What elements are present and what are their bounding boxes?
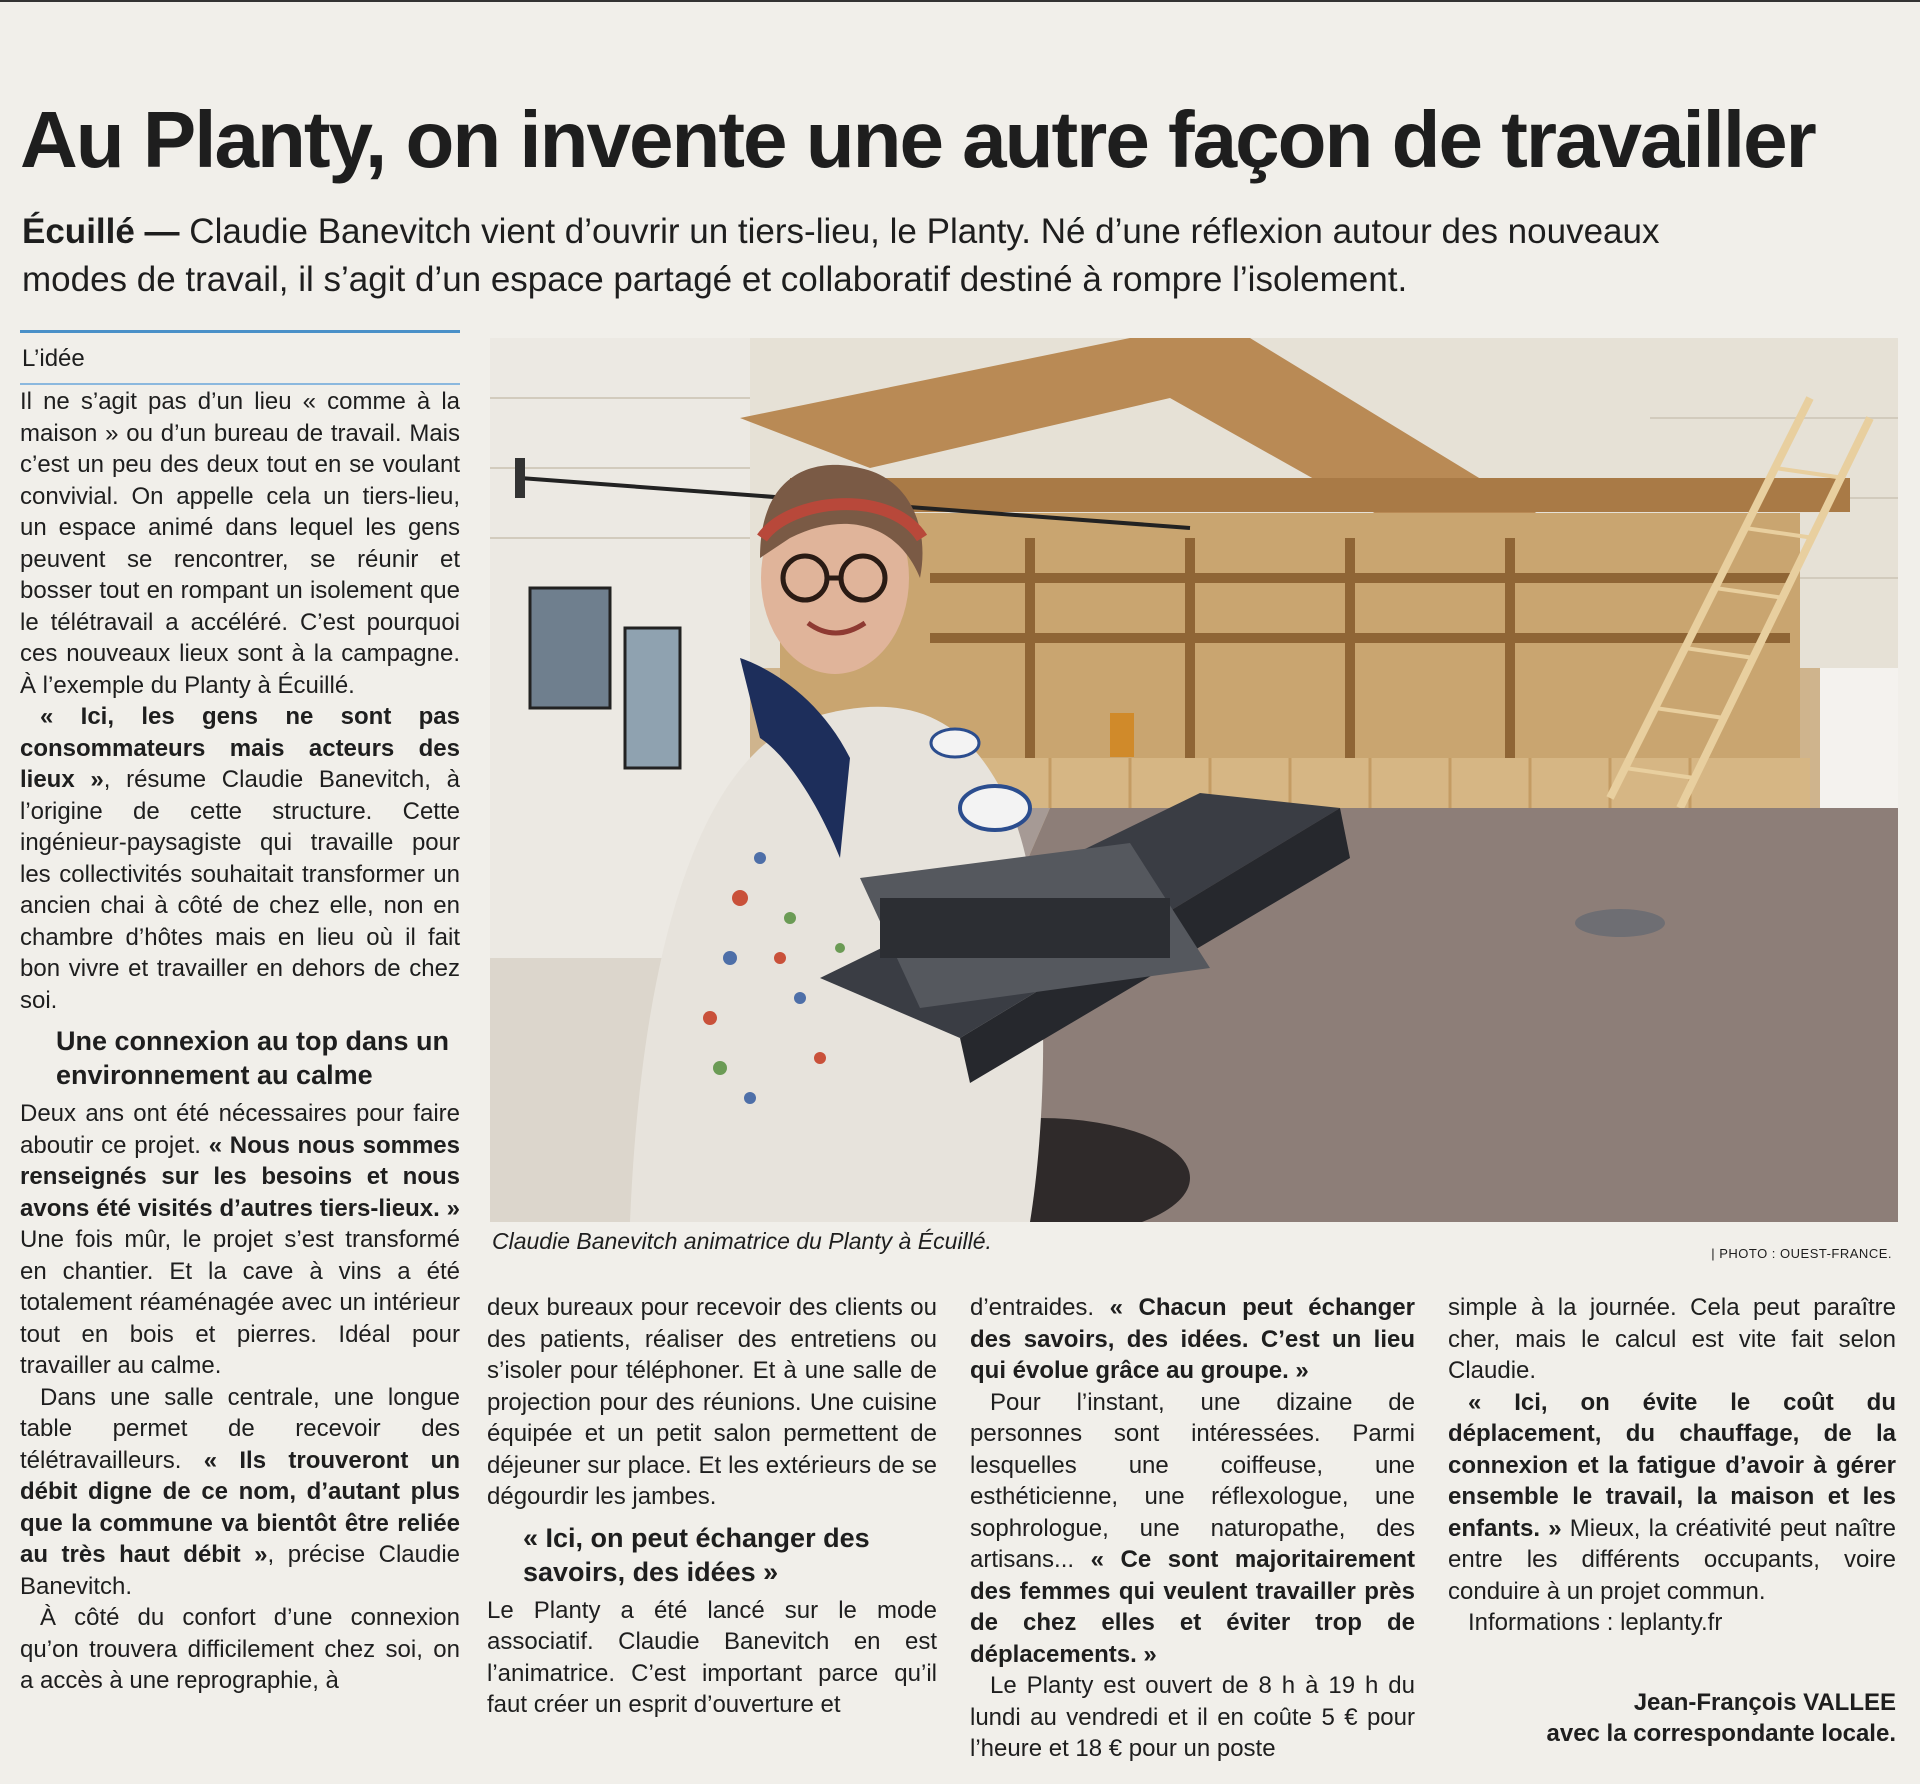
text: Pour l’instant, une dizaine de personnes sont intéressées. Parmi lesquelles une coiffeuse, une esthéticienne, une réflexologue, une sophrologue, une naturopathe, des artisans... bbox=[970, 1388, 1415, 1573]
col2-paragraph-2: Le Planty a été lancé sur le mode associatif. Claudie Banevitch en est l’animatrice. C’est important parce qu’il faut créer un esprit d’ouverture et bbox=[487, 1596, 937, 1718]
lead-paragraph bbox=[22, 208, 1662, 304]
rubric-label: L’idée bbox=[22, 345, 85, 372]
text: Mieux, la créativité peut naître entre les différents occupants, voire conduire à un projet commun. bbox=[1448, 1514, 1897, 1605]
text: Une fois mûr, le projet s’est transformé en chantier. Et la cave à vins a été totalement réaménagée avec un intérieur tout en bois et pierres. Idéal pour travailler au calme. bbox=[20, 1226, 460, 1379]
text: Deux ans ont été nécessaires pour faire aboutir ce projet. bbox=[20, 1100, 460, 1159]
quote: « Ici, on évite le coût du déplacement, du chauffage, de la connexion et la fatigue d’avoir à gérer ensemble le travail, la maison et les enfants. » bbox=[1448, 1388, 1896, 1542]
col1-paragraph-2 bbox=[20, 701, 460, 1016]
col2-paragraph-1: deux bureaux pour recevoir des clients ou des patients, réaliser des entretiens ou s’isoler pour téléphoner. Et à une salle de projection pour des réunions. Une cuisine équipée et un petit salon permettent de déjeuner sur place. Et les extérieurs de se dégourdir les jambes. bbox=[487, 1294, 937, 1510]
col1-paragraph-1: Il ne s’agit pas d’un lieu « comme à la maison » ou d’un bureau de travail. Mais c’est un peu des deux tout en se voulant convivial. On appelle cela un tiers-lieu, un espace animé dans lequel les gens peuvent se rencontrer, se réunir et bosser tout en rompant un isolement que le télétravail a accéléré. C’est pourquoi ces nouveaux lieux sont à la campagne. À l’exemple du Planty à Écuillé. bbox=[20, 388, 460, 699]
quote: « Ils trouveront un débit digne de ce nom, d’autant plus que la commune va bientôt être reliée au très haut débit » bbox=[20, 1446, 460, 1568]
text: , résume Claudie Banevitch, à l’origine de cette structure. Cette ingénieur-paysagiste qui travaille pour les collectivités souhaitait transformer un ancien chai à côté de chez elle, non en chambre d’hôtes mais en lieu où il fait bon vivre et travailler en dehors de chez soi. bbox=[20, 766, 460, 1014]
text: d’entraides. bbox=[970, 1294, 1110, 1321]
text: , précise Claudie Banevitch. bbox=[20, 1541, 461, 1600]
author-note: avec la correspondante locale. bbox=[1546, 1720, 1896, 1747]
photo-credit: | PHOTO : OUEST-FRANCE. bbox=[1711, 1246, 1892, 1261]
info-line: Informations : leplanty.fr bbox=[1468, 1609, 1723, 1636]
lead-text: Claudie Banevitch vient d’ouvrir un tiers-lieu, le Planty. Né d’une réflexion autour des nouveaux modes de travail, il s’agit d’un espace partagé et collaboratif destiné à rompre l’isolement. bbox=[22, 212, 1660, 299]
article-photo bbox=[490, 338, 1898, 1222]
column-1 bbox=[20, 386, 460, 1697]
text: Dans une salle centrale, une longue table permet de recevoir des télétravailleurs. bbox=[20, 1383, 460, 1474]
subhead-connexion: Une connexion au top dans un environnement au calme bbox=[56, 1026, 450, 1090]
top-rule bbox=[0, 0, 1920, 2]
rubric-box bbox=[20, 330, 460, 385]
lead-place: Écuillé — bbox=[22, 212, 180, 251]
quote: « Ici, les gens ne sont pas consommateurs mais acteurs des lieux » bbox=[20, 703, 460, 793]
col3-paragraph-1 bbox=[970, 1292, 1415, 1387]
column-2 bbox=[487, 1292, 937, 1721]
headline: Au Planty, on invente une autre façon de travailler bbox=[20, 95, 1815, 184]
col1-paragraph-4 bbox=[20, 1382, 460, 1603]
col1-paragraph-5: À côté du confort d’une connexion qu’on trouvera difficilement chez soi, on a accès à une reprographie, à bbox=[20, 1604, 460, 1694]
subhead-savoirs: « Ici, on peut échanger des savoirs, des idées » bbox=[523, 1522, 870, 1587]
column-4 bbox=[1448, 1292, 1896, 1750]
col3-paragraph-2 bbox=[970, 1387, 1415, 1671]
col4-paragraph-2 bbox=[1448, 1387, 1896, 1608]
quote: « Nous nous sommes renseignés sur les besoins et nous avons été visités d’autres tiers-lieux. » bbox=[20, 1131, 461, 1222]
col4-paragraph-1: simple à la journée. Cela peut paraître cher, mais le calcul est vite fait selon Claudie. bbox=[1448, 1294, 1896, 1384]
column-3 bbox=[970, 1292, 1415, 1765]
photo-caption: Claudie Banevitch animatrice du Planty à Écuillé. bbox=[492, 1228, 992, 1254]
col3-paragraph-3: Le Planty est ouvert de 8 h à 19 h du lundi au vendredi et il en coûte 5 € pour l’heure et 18 € pour un poste bbox=[970, 1672, 1415, 1762]
col1-paragraph-3 bbox=[20, 1098, 460, 1382]
quote: « Ce sont majoritairement des femmes qui veulent travailler près de chez elles et éviter trop de déplacements. » bbox=[970, 1546, 1415, 1668]
photo-illustration bbox=[490, 338, 1898, 1222]
quote: « Chacun peut échanger des savoirs, des idées. C’est un lieu qui évolue grâce au groupe. » bbox=[970, 1294, 1415, 1384]
author-name: Jean-François VALLEE bbox=[1633, 1688, 1896, 1716]
